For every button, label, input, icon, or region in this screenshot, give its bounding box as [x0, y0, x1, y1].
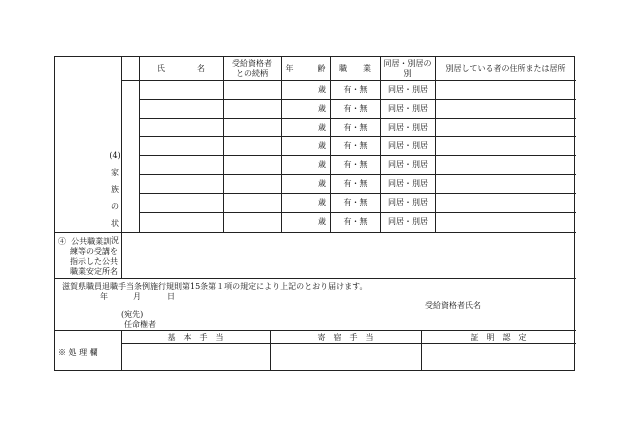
age-field[interactable]	[282, 100, 318, 117]
age-field[interactable]	[282, 175, 318, 192]
relation-field[interactable]	[224, 175, 280, 192]
relation-field[interactable]	[224, 81, 280, 98]
relation-field[interactable]	[224, 194, 280, 211]
job-choice[interactable]: 有・無	[343, 179, 368, 188]
header-cohabit: 同居・別居の 別	[383, 59, 432, 78]
age-field[interactable]	[282, 156, 318, 173]
date-month: 月	[133, 292, 141, 301]
age-unit: 歳	[318, 85, 326, 94]
age-unit: 歳	[318, 141, 326, 150]
date-day: 日	[167, 292, 175, 301]
age-unit: 歳	[318, 217, 326, 226]
training-label-line: 指示した公共	[70, 257, 118, 266]
section-char: の	[111, 202, 119, 211]
section-number: (4)	[109, 151, 121, 160]
age-unit: 歳	[318, 123, 326, 132]
age-unit: 歳	[318, 104, 326, 113]
training-office-field[interactable]	[122, 233, 576, 278]
header-job: 職 業	[339, 64, 371, 73]
cohabit-choice[interactable]: 同居・別居	[388, 104, 428, 113]
processing-col-basic: 基 本 手 当	[167, 333, 224, 342]
section-char: 族	[111, 185, 119, 194]
address-field[interactable]	[436, 194, 575, 211]
cohabit-choice[interactable]: 同居・別居	[388, 217, 428, 226]
appointing-authority: 任命権者	[124, 320, 156, 329]
training-label-line: 職業安定所名	[70, 267, 118, 276]
age-field[interactable]	[282, 137, 318, 154]
training-label-line: 練等の受講を	[70, 247, 118, 256]
relation-field[interactable]	[224, 213, 280, 230]
cohabit-choice[interactable]: 同居・別居	[388, 160, 428, 169]
cohabit-choice[interactable]: 同居・別居	[388, 179, 428, 188]
address-field[interactable]	[436, 119, 575, 136]
family-name-field[interactable]	[140, 119, 222, 136]
relation-field[interactable]	[224, 119, 280, 136]
family-name-field[interactable]	[140, 156, 222, 173]
header-relation: 受給資格者 との続柄	[232, 59, 272, 78]
cohabit-choice[interactable]: 同居・別居	[388, 198, 428, 207]
processing-top-border	[55, 330, 576, 331]
header-name: 氏 名	[157, 64, 205, 73]
section-label-divider	[121, 57, 122, 233]
job-choice[interactable]: 有・無	[343, 123, 368, 132]
header-address: 別居している者の住所または居所	[445, 64, 566, 73]
processing-certification-field[interactable]	[422, 344, 575, 371]
header-age: 年 齢	[285, 64, 326, 73]
section-char: 状	[111, 219, 119, 228]
training-office-label	[58, 237, 118, 277]
address-field[interactable]	[436, 137, 575, 154]
age-field[interactable]	[282, 213, 318, 230]
processing-col-certification: 証 明 認 定	[470, 333, 527, 342]
age-unit: 歳	[318, 198, 326, 207]
age-unit: 歳	[318, 179, 326, 188]
training-section-bottom-border	[55, 278, 576, 279]
addressee-label: (宛先)	[121, 310, 144, 319]
date-year: 年	[100, 292, 108, 301]
cohabit-choice[interactable]: 同居・別居	[388, 123, 428, 132]
family-name-field[interactable]	[140, 213, 222, 230]
section-char: 況	[111, 236, 119, 245]
job-choice[interactable]: 有・無	[343, 85, 368, 94]
address-field[interactable]	[436, 213, 575, 230]
applicant-name-label: 受給資格者氏名	[425, 301, 481, 310]
family-name-field[interactable]	[140, 137, 222, 154]
cohabit-choice[interactable]: 同居・別居	[388, 141, 428, 150]
job-choice[interactable]: 有・無	[343, 104, 368, 113]
relation-field[interactable]	[224, 137, 280, 154]
address-field[interactable]	[436, 100, 575, 117]
job-choice[interactable]: 有・無	[343, 217, 368, 226]
age-field[interactable]	[282, 119, 318, 136]
item-number: ④	[58, 237, 66, 246]
job-choice[interactable]: 有・無	[343, 198, 368, 207]
family-name-field[interactable]	[140, 194, 222, 211]
family-section-label	[109, 147, 121, 249]
relation-field[interactable]	[224, 156, 280, 173]
training-label-line: 公共職業訓	[71, 237, 112, 246]
declaration-text: 滋賀県職員退職手当条例施行規則第15条第１項の規定により上記のとおり届けます。	[62, 282, 368, 291]
address-field[interactable]	[436, 156, 575, 173]
address-field[interactable]	[436, 175, 575, 192]
processing-lodging-field[interactable]	[271, 344, 421, 371]
processing-basic-field[interactable]	[122, 344, 270, 371]
family-name-field[interactable]	[140, 100, 222, 117]
processing-col-lodging: 寄 宿 手 当	[317, 333, 374, 342]
processing-label: ※ 処 理 欄	[58, 348, 98, 357]
age-field[interactable]	[282, 194, 318, 211]
family-status-form	[54, 56, 575, 371]
relation-field[interactable]	[224, 100, 280, 117]
job-choice[interactable]: 有・無	[343, 141, 368, 150]
section-char: 家	[111, 168, 119, 177]
family-name-field[interactable]	[140, 175, 222, 192]
age-field[interactable]	[282, 81, 318, 98]
family-name-field[interactable]	[140, 81, 222, 98]
cohabit-choice[interactable]: 同居・別居	[388, 85, 428, 94]
age-unit: 歳	[318, 160, 326, 169]
address-field[interactable]	[436, 81, 575, 98]
job-choice[interactable]: 有・無	[343, 160, 368, 169]
